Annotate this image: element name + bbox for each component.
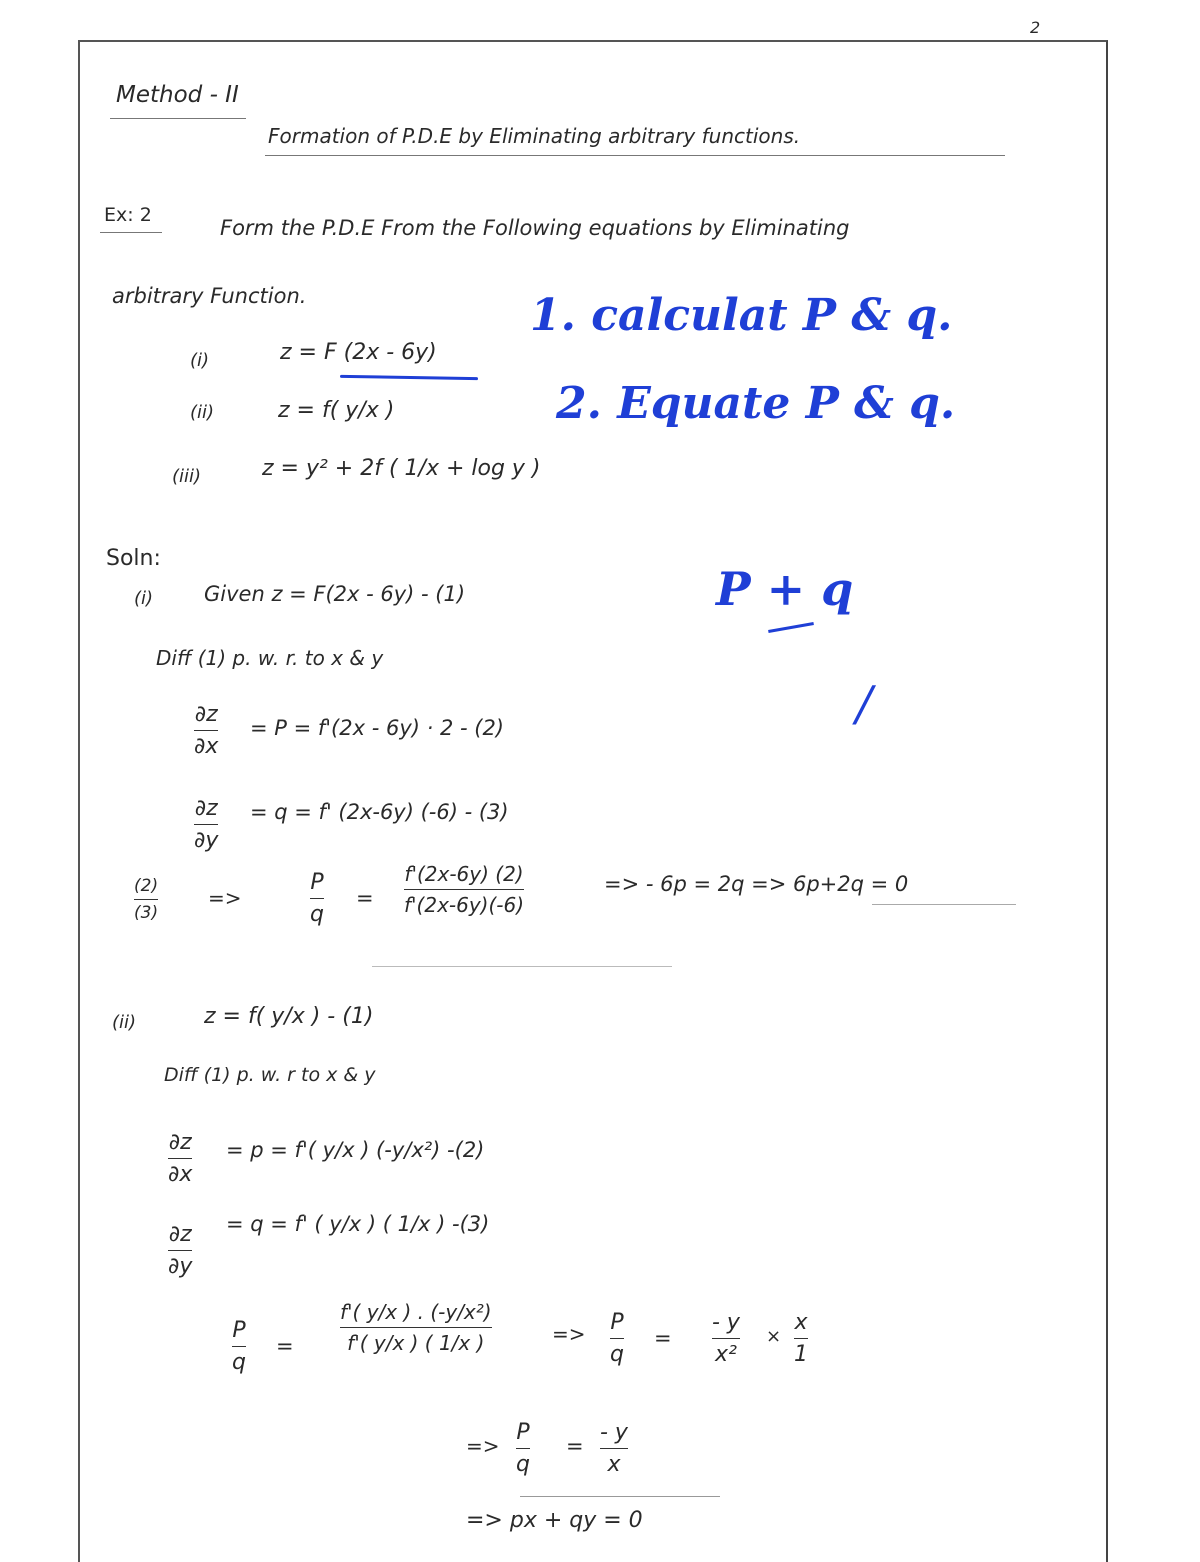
ratio-numerator: f'( y/x ) . (-y/x²): [340, 1300, 492, 1324]
example-underline: [100, 232, 162, 233]
item-3-num: (iii): [172, 466, 202, 487]
x2-denominator: x²: [715, 1342, 737, 1367]
part-1-dz-dx: [194, 702, 218, 759]
dx-denominator: ∂x: [168, 1162, 193, 1187]
part-2-p-over-q: [232, 1318, 246, 1375]
neg-y-numerator: - y: [712, 1310, 740, 1335]
ratio-denominator: (3): [134, 903, 159, 923]
method-label: Method - II: [116, 82, 239, 108]
final-result: => px + qy = 0: [466, 1508, 643, 1533]
fraction-bar: [794, 1338, 808, 1339]
part-1-diff: Diff (1) p. w. r. to x & y: [156, 646, 384, 670]
part-1-equals: =: [356, 886, 374, 910]
p-numerator: P: [232, 1318, 246, 1343]
fraction-bar: [194, 730, 218, 731]
part-1-p-over-q: [310, 870, 324, 927]
part-2-dz-dx: [168, 1130, 192, 1187]
fraction-bar: [134, 899, 158, 900]
result-underline: [872, 904, 1016, 905]
part-1-num: (i): [134, 588, 154, 609]
x-numerator: x: [794, 1310, 808, 1335]
part-2-equals-2: =: [654, 1326, 672, 1350]
item-1-num: (i): [190, 350, 210, 371]
one-denominator: 1: [794, 1342, 808, 1367]
part-2-derivative-ratio: [340, 1300, 492, 1355]
part-2-dz-dy: [168, 1222, 192, 1279]
part-2-implies: =>: [552, 1322, 586, 1346]
part-1-ratio-2-3: [134, 876, 158, 923]
dz-numerator: ∂z: [168, 1222, 192, 1247]
q-denominator: q: [610, 1342, 624, 1367]
dy-denominator: ∂y: [194, 828, 219, 853]
step-equals: =: [566, 1434, 584, 1458]
item-2-num: (ii): [190, 402, 215, 423]
part-1-given: Given z = F(2x - 6y) - (1): [204, 582, 466, 606]
item-1-equation: z = F (2x - 6y): [280, 340, 437, 365]
part-2-num: (ii): [112, 1012, 137, 1033]
step-neg-y-over-x: [600, 1420, 628, 1477]
part-2-p-equation: = p = f'( y/x ) (-y/x²) -(2): [226, 1138, 485, 1162]
dy-denominator: ∂y: [168, 1254, 193, 1279]
p-numerator: P: [310, 870, 324, 895]
part-2-equals: =: [276, 1334, 294, 1358]
dx-denominator: ∂x: [194, 734, 219, 759]
fraction-bar: [168, 1158, 192, 1159]
fraction-bar: [168, 1250, 192, 1251]
dz-numerator: ∂z: [168, 1130, 192, 1155]
ratio-denominator: f'( y/x ) ( 1/x ): [347, 1331, 485, 1355]
part-2-p-over-q-2: [610, 1310, 624, 1367]
annotation-pq: P + q: [716, 562, 854, 616]
part-2-given: z = f( y/x ) - (1): [204, 1004, 374, 1029]
ratio-numerator: f'(2x-6y) (2): [404, 862, 524, 886]
part-1-derivative-ratio: [404, 862, 524, 917]
step-p-over-q: [516, 1420, 530, 1477]
fraction-bar: [310, 898, 324, 899]
fraction-bar: [404, 889, 524, 890]
page-number: 2: [1030, 18, 1041, 37]
subtitle-underline: [265, 155, 1005, 156]
q-denominator: q: [232, 1350, 246, 1375]
neg-y-numerator: - y: [600, 1420, 628, 1445]
part-1-dz-dy: [194, 796, 218, 853]
part-2-x-over-1: [794, 1310, 808, 1367]
fraction-bar: [232, 1346, 246, 1347]
item-2-equation: z = f( y/x ): [278, 398, 395, 423]
statement-line-2: arbitrary Function.: [112, 284, 307, 308]
fraction-bar: [610, 1338, 624, 1339]
fraction-bar: [600, 1448, 628, 1449]
fraction-bar: [712, 1338, 740, 1339]
part-2-q-equation: = q = f' ( y/x ) ( 1/x ) -(3): [226, 1212, 490, 1236]
solution-label: Soln:: [106, 546, 161, 571]
annotation-step-2: 2. Equate P & q.: [556, 378, 956, 429]
q-denominator: q: [310, 902, 324, 927]
ratio-numerator: (2): [134, 876, 159, 896]
step-implies: =>: [466, 1434, 500, 1458]
subtitle: Formation of P.D.E by Eliminating arbitrary functions.: [268, 124, 801, 148]
annotation-slash: /: [856, 676, 873, 732]
q-denominator: q: [516, 1452, 530, 1477]
part-2-diff: Diff (1) p. w. r to x & y: [164, 1064, 376, 1086]
dz-numerator: ∂z: [194, 796, 218, 821]
item-3-equation: z = y² + 2f ( 1/x + log y ): [262, 456, 541, 481]
fraction-bar: [340, 1327, 492, 1328]
part-1-result: => - 6p = 2q => 6p+2q = 0: [604, 872, 909, 896]
method-underline: [110, 118, 246, 119]
fraction-bar: [194, 824, 218, 825]
part-1-implies: =>: [208, 886, 242, 910]
section-divider: [372, 966, 672, 967]
part-2-neg-y-over-x2: [712, 1310, 740, 1367]
annotation-step-1: 1. calculat P & q.: [530, 290, 953, 341]
final-overline: [520, 1496, 720, 1497]
p-numerator: P: [516, 1420, 530, 1445]
ratio-denominator: f'(2x-6y)(-6): [404, 893, 525, 917]
part-1-p-equation: = P = f'(2x - 6y) · 2 - (2): [250, 716, 504, 740]
x-denominator: x: [607, 1452, 621, 1477]
p-numerator: P: [610, 1310, 624, 1335]
dz-numerator: ∂z: [194, 702, 218, 727]
example-label: Ex: 2: [104, 204, 152, 226]
fraction-bar: [516, 1448, 530, 1449]
part-1-q-equation: = q = f' (2x-6y) (-6) - (3): [250, 800, 509, 824]
part-2-times: ×: [766, 1326, 782, 1347]
statement-line-1: Form the P.D.E From the Following equations by Eliminating: [220, 216, 850, 240]
